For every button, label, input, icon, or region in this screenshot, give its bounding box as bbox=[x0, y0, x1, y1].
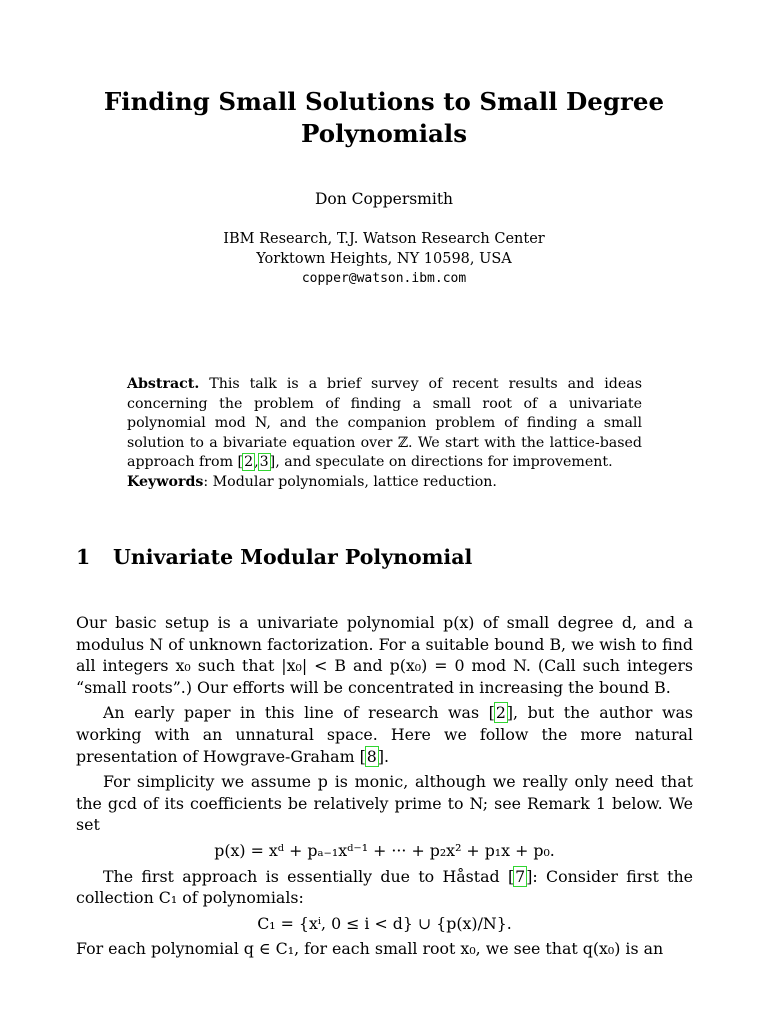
author-email[interactable]: copper@watson.ibm.com bbox=[301, 271, 467, 286]
keywords-label: Keywords bbox=[127, 473, 204, 490]
abstract-text-after: , and speculate on directions for improvement. bbox=[275, 454, 613, 471]
abstract-label: Abstract. bbox=[127, 376, 200, 392]
author-name: Don Coppersmith bbox=[314, 190, 454, 208]
citation-link-8[interactable]: 8 bbox=[366, 746, 377, 766]
paragraph-2-text-after: . bbox=[383, 746, 390, 766]
section-heading bbox=[76, 545, 472, 569]
paragraph-4-text-after: : Consider first the collection C₁ of polynomials: bbox=[76, 866, 693, 908]
abstract-text-before: This talk is a brief survey of recent results and ideas concerning the problem of finding a small root of a univariate polynomial mod N, and the companion problem of finding a small solution to a bivariate equation over ℤ. We start with the lattice-based approach from bbox=[127, 376, 643, 471]
paragraph-5: For each polynomial q ∈ C₁, for each small root x₀, we see that q(x₀) is an bbox=[76, 939, 664, 959]
affiliation-line-1: IBM Research, T.J. Watson Research Center bbox=[223, 231, 545, 247]
paragraph-2-text-before: An early paper in this line of research was bbox=[103, 703, 489, 723]
paragraph-2-text-middle: , but the author was working with an unnatural space. Here we follow the more natural presentation of Howgrave-Graham bbox=[76, 703, 693, 766]
citation-link-7[interactable]: 7 bbox=[515, 866, 526, 886]
citation-link-2[interactable]: 2 bbox=[244, 454, 254, 471]
paragraph-2: An early paper in this line of research was [2], but the author was working with an unnatural space. Here we follow the more natural presentation of Howgrave-Graham [8]. bbox=[76, 703, 693, 766]
affiliation bbox=[76, 229, 692, 289]
section-title: Univariate Modular Polynomial bbox=[113, 545, 473, 569]
affiliation-line-2: Yorktown Heights, NY 10598, USA bbox=[256, 251, 512, 267]
keywords-text: : Modular polynomials, lattice reduction. bbox=[203, 473, 497, 490]
paragraph-4: The first approach is essentially due to Håstad [7]: Consider first the collection C₁ of polynomials: bbox=[76, 866, 693, 908]
paragraph-3: For simplicity we assume p is monic, although we really only need that the gcd of its coefficients be relatively prime to N; see Remark 1 below. We set bbox=[76, 772, 693, 835]
equation-2: C₁ = {xⁱ, 0 ≤ i < d} ∪ {p(x)/N}. bbox=[257, 913, 512, 933]
equation-1: p(x) = xᵈ + pₐ₋₁xᵈ⁻¹ + ··· + p₂x² + p₁x + p₀. bbox=[214, 840, 555, 860]
paper-title: Finding Small Solutions to Small Degree Polynomials bbox=[103, 87, 665, 148]
body-text bbox=[76, 612, 693, 964]
section-number: 1 bbox=[76, 545, 91, 569]
citation-link-3[interactable]: 3 bbox=[259, 454, 269, 471]
citation-link-2-body[interactable]: 2 bbox=[495, 703, 506, 723]
paragraph-1: Our basic setup is a univariate polynomial p(x) of small degree d, and a modulus N of unknown factorization. For a suitable bound B, we wish to find all integers x₀ such that |x₀| < B and p(x₀) = 0 mod N. (Call such integers “small roots”.) Our efforts will be concentrated in increasing the bound B. bbox=[76, 613, 693, 697]
paragraph-4-text-before: The first approach is essentially due to Håstad bbox=[103, 866, 508, 886]
abstract: Abstract. This talk is a brief survey of recent results and ideas concerning the problem of finding a small root of a univariate polynomial mod N, and the companion problem of finding a small solution to a bivariate equation over ℤ. We start with the lattice-based approach from [2,3], and speculate on directions for improvement. Keywords: Modular polynomials, lattice reduction. bbox=[127, 376, 643, 490]
